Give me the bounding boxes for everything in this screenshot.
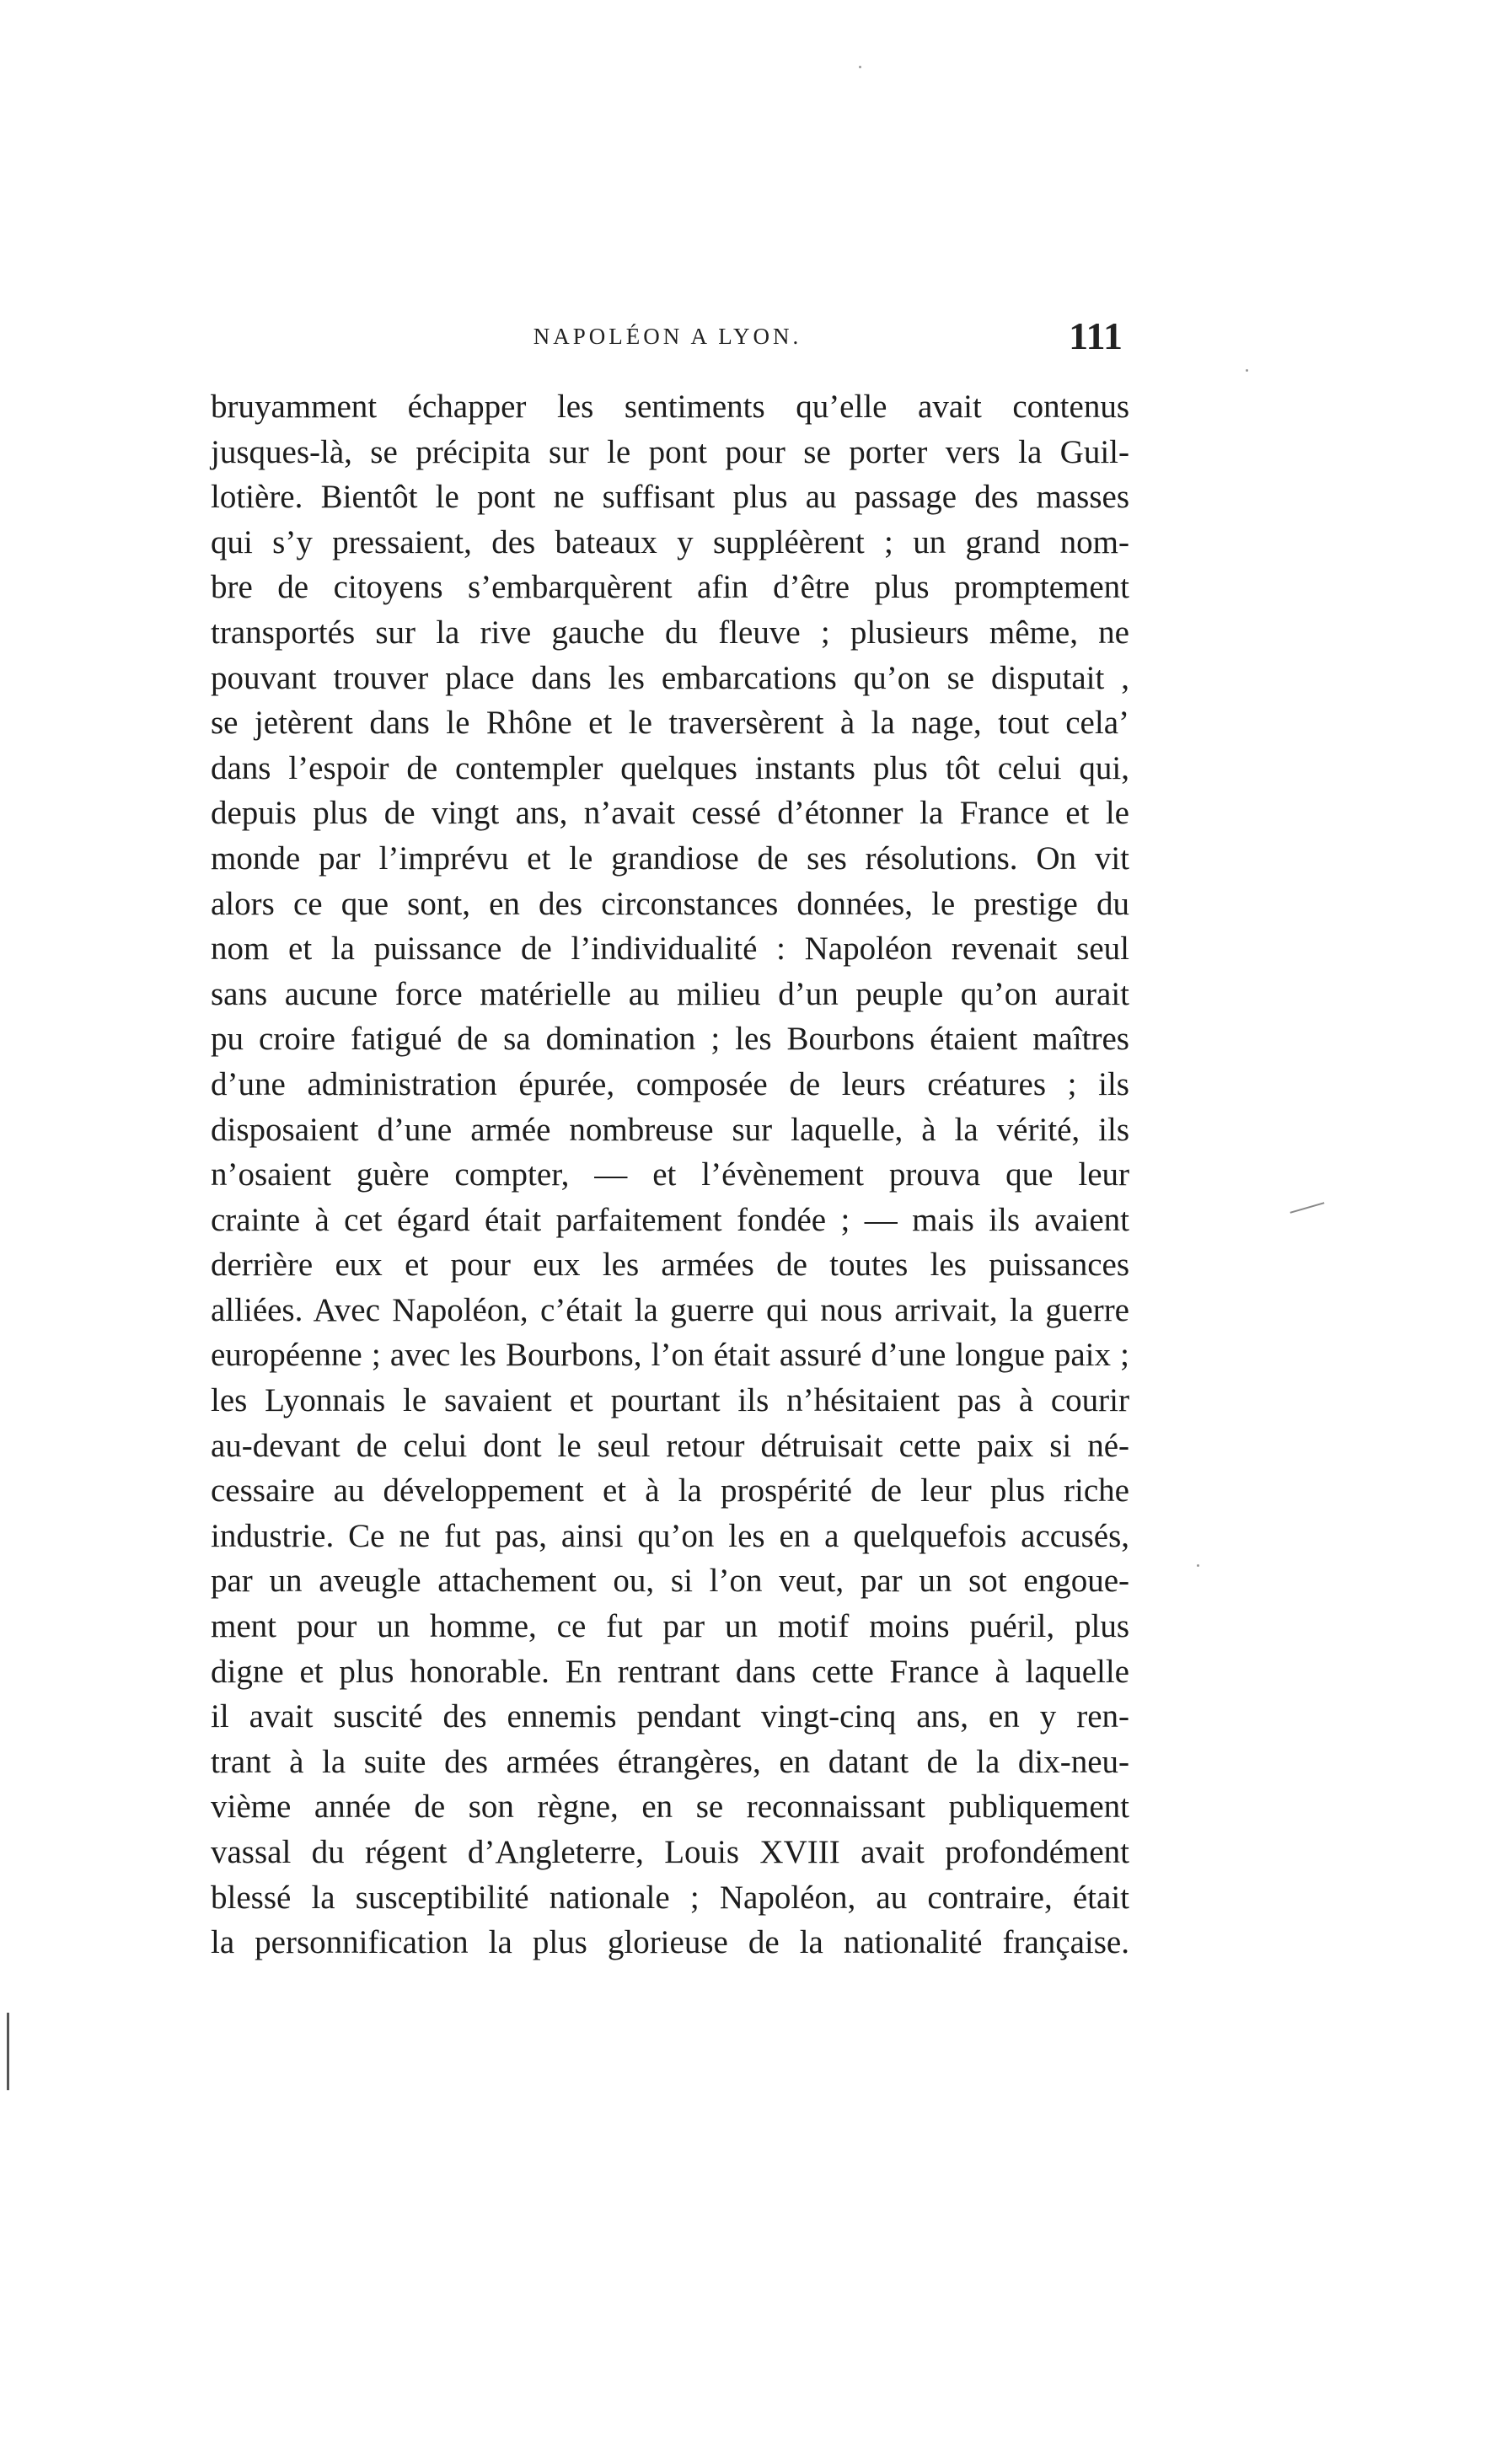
text-line: dans l’espoir de contempler quelques instants plus tôt celui qui,	[211, 749, 1129, 786]
text-line: bruyamment échapper les sentiments qu’elle avait contenus	[211, 389, 1129, 425]
text-line: cessaire au développement et à la prospérité de leur plus riche	[211, 1472, 1129, 1510]
running-head	[212, 314, 1123, 364]
text-line: vassal du régent d’Angleterre, Louis XVIII avait profondément	[211, 1834, 1129, 1870]
text-line: alliées. Avec Napoléon, c’était la guerre qui nous arrivait, la guerre	[211, 1291, 1129, 1328]
text-line: d’une administration épurée, composée de leurs créatures ; ils	[211, 1065, 1129, 1102]
text-line: la personnification la plus glorieuse de la nationalité française.	[211, 1924, 1129, 1961]
scan-margin-mark	[1290, 1202, 1325, 1213]
text-line: blessé la susceptibilité nationale ; Napoléon, au contraire, était	[211, 1879, 1129, 1916]
text-line: monde par l’imprévu et le grandiose de ses résolutions. On vit	[211, 839, 1129, 877]
text-line: trant à la suite des armées étrangères, en datant de la dix-neu-	[211, 1743, 1129, 1780]
running-title: NAPOLÉON A LYON.	[533, 324, 802, 349]
text-line: lotière. Bientôt le pont ne suffisant plus au passage des masses	[211, 479, 1129, 516]
text-line: derrière eux et pour eux les armées de toutes les puissances	[211, 1247, 1129, 1284]
text-line: industrie. Ce ne fut pas, ainsi qu’on les en a quelquefois accusés,	[211, 1517, 1129, 1554]
text-line: pouvant trouver place dans les embarcations qu’on se disputait ,	[211, 659, 1129, 696]
text-line: pu croire fatigué de sa domination ; les Bourbons étaient maîtres	[211, 1021, 1129, 1058]
text-line: transportés sur la rive gauche du fleuve ; plusieurs même, ne	[211, 614, 1129, 651]
body-text	[211, 384, 1129, 1965]
text-line: depuis plus de vingt ans, n’avait cessé d’étonner la France et le	[211, 795, 1129, 832]
text-line: ment pour un homme, ce fut par un motif moins puéril, plus	[211, 1608, 1129, 1645]
scan-speck	[859, 66, 861, 68]
text-line: qui s’y pressaient, des bateaux y suppléèrent ; un grand nom-	[211, 523, 1129, 560]
text-line: bre de citoyens s’embarquèrent afin d’être plus promptement	[211, 569, 1129, 606]
text-line: sans aucune force matérielle au milieu d’un peuple qu’on aurait	[211, 975, 1129, 1012]
text-line: n’osaient guère compter, — et l’évènement prouva que leur	[211, 1156, 1129, 1193]
text-line: digne et plus honorable. En rentrant dans cette France à laquelle	[211, 1653, 1129, 1690]
text-line: crainte à cet égard était parfaitement fondée ; — mais ils avaient	[211, 1201, 1129, 1238]
text-line: les Lyonnais le savaient et pourtant ils n’hésitaient pas à courir	[211, 1382, 1129, 1419]
scan-speck	[1246, 369, 1248, 372]
text-line: par un aveugle attachement ou, si l’on veut, par un sot engoue-	[211, 1563, 1129, 1600]
text-line: il avait suscité des ennemis pendant vingt-cinq ans, en y ren-	[211, 1698, 1129, 1735]
text-line: au-devant de celui dont le seul retour détruisait cette paix si né-	[211, 1427, 1129, 1464]
text-line: se jetèrent dans le Rhône et le traversèrent à la nage, tout cela’	[211, 705, 1129, 742]
text-line: jusques-là, se précipita sur le pont pour se porter vers la Guil-	[211, 433, 1129, 470]
text-line: disposaient d’une armée nombreuse sur laquelle, à la vérité, ils	[211, 1111, 1129, 1148]
text-line: alors ce que sont, en des circonstances données, le prestige du	[211, 885, 1129, 922]
scan-speck	[1197, 1564, 1199, 1567]
page-number: 111	[1069, 314, 1123, 357]
scan-margin-mark	[7, 2013, 9, 2090]
text-line: européenne ; avec les Bourbons, l’on était assuré d’une longue paix ;	[211, 1337, 1129, 1374]
text-line: nom et la puissance de l’individualité : Napoléon revenait seul	[211, 930, 1129, 968]
text-line: vième année de son règne, en se reconnaissant publiquement	[211, 1788, 1129, 1826]
